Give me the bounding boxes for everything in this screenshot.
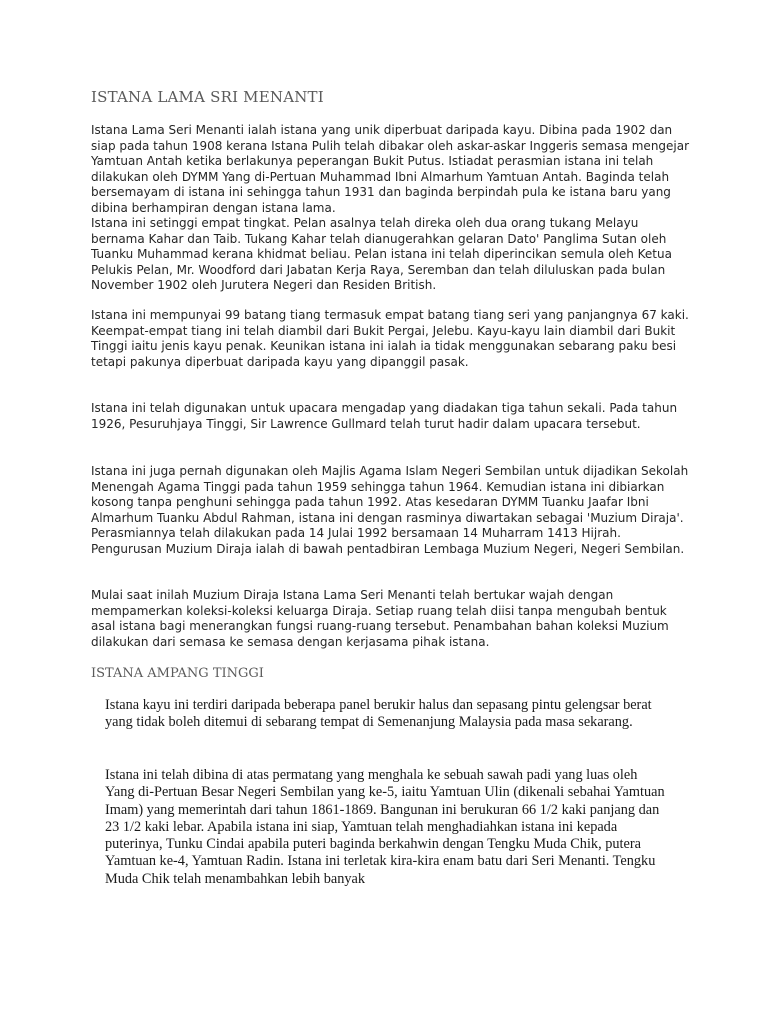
paragraph: Istana Lama Seri Menanti ialah istana yang unik diperbuat daripada kayu. Dibina pada 1902 dan siap pada tahun 1908 kerana Istana Pulih telah dibakar oleh askar-askar Inggeris semasa mengejar Yamtuan Antah ketika berlakunya peperangan Bukit Putus. Istiadat perasmian istana ini telah dilakukan oleh DYMM Yang di-Pertuan Muhammad Ibni Almarhum Yamtuan Antah. Baginda telah bersemayam di istana ini sehingga tahun 1931 dan baginda berpindah pula ke istana baru yang dibina berhampiran dengan istana lama. [91, 123, 690, 215]
paragraph: Istana ini setinggi empat tingkat. Pelan asalnya telah direka oleh dua orang tukang Melayu bernama Kahar dan Taib. Tukang Kahar telah dianugerahkan gelaran Dato' Panglima Sutan oleh Tuanku Muhammad kerana khidmat beliau. Pelan istana ini telah diperincikan semula oleh Ketua Pelukis Pelan, Mr. Woodford dari Jabatan Kerja Raya, Seremban dan telah diluluskan pada bulan November 1902 oleh Jurutera Negeri dan Residen British. [91, 216, 672, 292]
section-title-istana-ampang-tinggi: ISTANA AMPANG TINGGI [91, 666, 264, 681]
paragraph: Istana ini juga pernah digunakan oleh Majlis Agama Islam Negeri Sembilan untuk dijadikan Sekolah Menengah Agama Tinggi pada tahun 1959 sehingga tahun 1964. Kemudian istana ini dibiarkan kosong tanpa penghuni sehingga pada tahun 1992. Atas kesedaran DYMM Tuanku Jaafar Ibni Almarhum Tuanku Abdul Rahman, istana ini dengan rasminya diwartakan sebagai 'Muzium Diraja'. Perasmiannya telah dilakukan pada 14 Julai 1992 bersamaan 14 Muharram 1413 Hijrah. Pengurusan Muzium Diraja ialah di bawah pentadbiran Lembaga Muzium Negeri, Negeri Sembilan. [91, 464, 689, 556]
paragraph: Istana ini mempunyai 99 batang tiang termasuk empat batang tiang seri yang panjangnya 67 kaki. Keempat-empat tiang ini telah diambil dari Bukit Pergai, Jelebu. Kayu-kayu lain diambil dari Bukit Tinggi iaitu jenis kayu penak. Keunikan istana ini ialah ia tidak menggunakan sebarang paku besi tetapi pakunya diperbuat daripada kayu yang dipanggil pasak. [91, 308, 689, 369]
paragraph: Mulai saat inilah Muzium Diraja Istana Lama Seri Menanti telah bertukar wajah dengan mempamerkan koleksi-koleksi keluarga Diraja. Setiap ruang telah diisi tanpa mengubah bentuk asal istana bagi menerangkan fungsi ruang-ruang tersebut. Penambahan bahan koleksi Muzium dilakukan dari semasa ke semasa dengan kerjasama pihak istana. [91, 588, 669, 649]
paragraph: Istana ini telah dibina di atas permatang yang menghala ke sebuah sawah padi yang luas oleh Yang di-Pertuan Besar Negeri Sembilan yang ke-5, iaitu Yamtuan Ulin (dikenali sebahai Yamtuan Imam) yang memerintah dari tahun 1861-1869. Bangunan ini berukuran 66 1/2 kaki panjang dan 23 1/2 kaki lebar. Apabila istana ini siap, Yamtuan telah menghadiahkan istana ini kepada puterinya, Tunku Cindai apabila puteri baginda berkahwin dengan Tengku Muda Chik, putera Yamtuan ke-4, Yamtuan Radin. Istana ini terletak kira-kira enam batu dari Seri Menanti. Tengku Muda Chik telah menambahkan lebih banyak [105, 767, 665, 887]
paragraph: Istana ini telah digunakan untuk upacara mengadap yang diadakan tiga tahun sekali. Pada tahun 1926, Pesuruhjaya Tinggi, Sir Lawrence Gullmard telah turut hadir dalam upacara tersebut. [91, 401, 678, 431]
section-title-istana-lama: ISTANA LAMA SRI MENANTI [91, 88, 324, 106]
paragraph: Istana kayu ini terdiri daripada beberapa panel berukir halus dan sepasang pintu gelengsar berat yang tidak boleh ditemui di sebarang tempat di Semenanjung Malaysia pada masa sekarang. [105, 697, 652, 731]
